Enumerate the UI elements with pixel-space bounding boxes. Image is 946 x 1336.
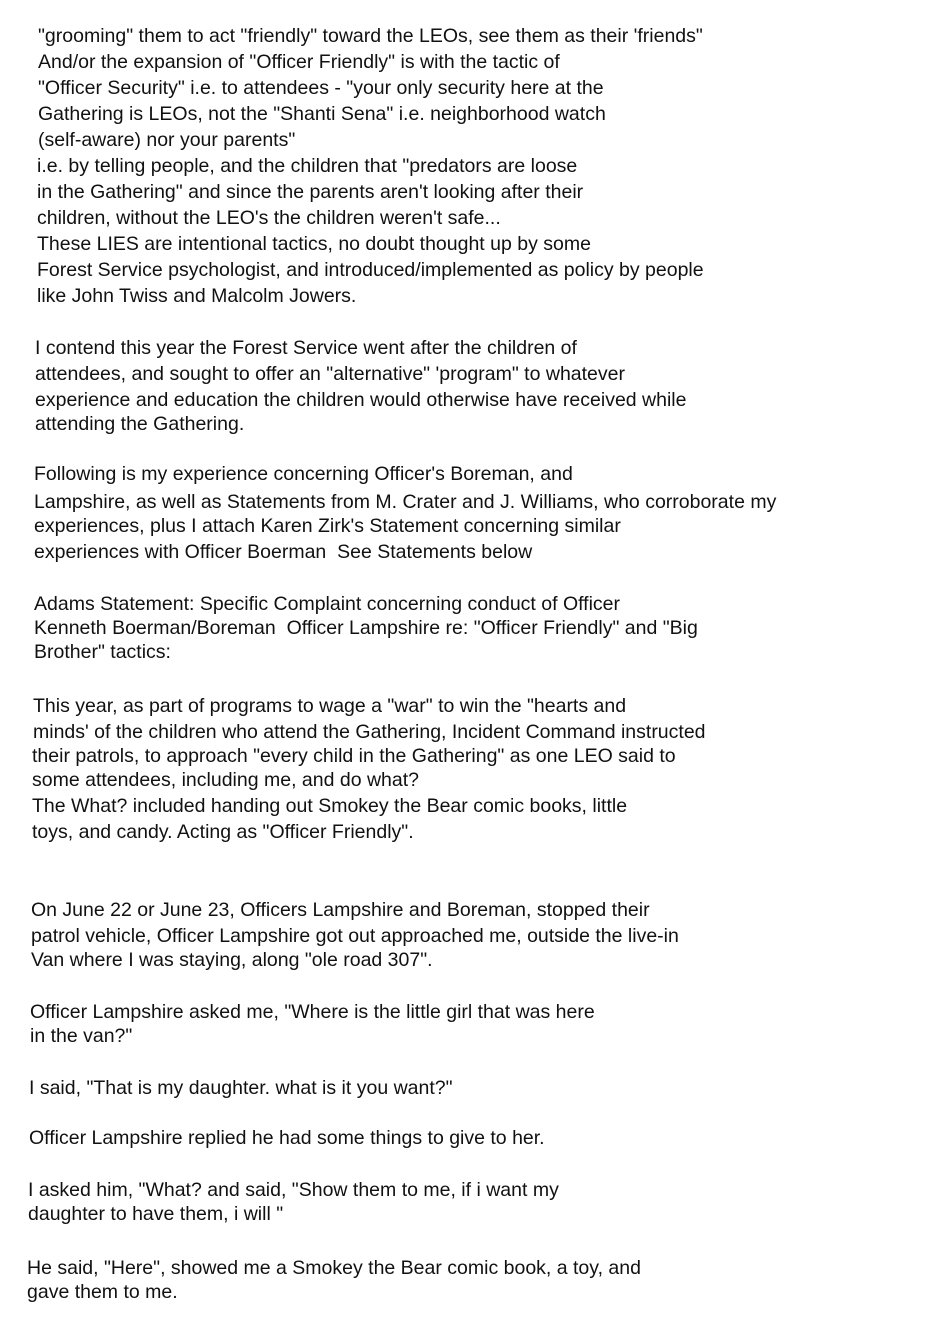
- text-line: Kenneth Boerman/Boreman Officer Lampshire re: "Officer Friendly" and "Big: [34, 617, 698, 639]
- text-line: experience and education the children would otherwise have received while: [35, 389, 687, 411]
- text-line: attendees, and sought to offer an "alternative" 'program" to whatever: [35, 363, 625, 385]
- text-line: children, without the LEO's the children weren't safe...: [37, 207, 501, 229]
- text-line: toys, and candy. Acting as "Officer Friendly".: [32, 821, 414, 843]
- text-line: Adams Statement: Specific Complaint concerning conduct of Officer: [34, 593, 621, 615]
- text-line: The What? included handing out Smokey the Bear comic books, little: [32, 795, 628, 817]
- text-line: gave them to me.: [27, 1281, 178, 1303]
- text-line: like John Twiss and Malcolm Jowers.: [37, 285, 357, 307]
- text-line: This year, as part of programs to wage a "war" to win the "hearts and: [33, 695, 627, 717]
- text-line: "Officer Security" i.e. to attendees - "your only security here at the: [38, 77, 604, 99]
- text-line: in the Gathering" and since the parents aren't looking after their: [37, 181, 584, 203]
- text-line: (self-aware) nor your parents": [38, 129, 296, 151]
- text-line: Forest Service psychologist, and introduced/implemented as policy by people: [37, 259, 704, 281]
- text-line: some attendees, including me, and do what?: [32, 769, 420, 791]
- text-line: On June 22 or June 23, Officers Lampshire and Boreman, stopped their: [31, 899, 650, 921]
- text-line: Lampshire, as well as Statements from M. Crater and J. Williams, who corroborate my: [34, 491, 777, 513]
- text-line: i.e. by telling people, and the children that "predators are loose: [37, 155, 578, 177]
- text-line: Van where I was staying, along "ole road 307".: [31, 949, 433, 971]
- text-line: minds' of the children who attend the Gathering, Incident Command instructed: [33, 721, 706, 743]
- text-line: Following is my experience concerning Officer's Boreman, and: [34, 463, 573, 485]
- text-line: And/or the expansion of "Officer Friendly" is with the tactic of: [38, 51, 560, 73]
- text-line: attending the Gathering.: [35, 413, 245, 435]
- text-line: their patrols, to approach "every child in the Gathering" as one LEO said to: [32, 745, 676, 767]
- text-line: in the van?": [30, 1025, 133, 1047]
- text-line: Gathering is LEOs, not the "Shanti Sena" i.e. neighborhood watch: [38, 103, 606, 125]
- text-line: I said, "That is my daughter. what is it you want?": [29, 1077, 453, 1099]
- text-line: Brother" tactics:: [34, 641, 171, 663]
- text-line: I contend this year the Forest Service went after the children of: [35, 337, 577, 359]
- text-line: daughter to have them, i will ": [28, 1203, 284, 1225]
- text-line: Officer Lampshire asked me, "Where is the little girl that was here: [30, 1001, 595, 1023]
- text-line: These LIES are intentional tactics, no doubt thought up by some: [37, 233, 591, 255]
- text-line: experiences, plus I attach Karen Zirk's Statement concerning similar: [34, 515, 621, 537]
- text-line: Officer Lampshire replied he had some things to give to her.: [29, 1127, 545, 1149]
- text-line: patrol vehicle, Officer Lampshire got out approached me, outside the live-in: [31, 925, 679, 947]
- text-line: I asked him, "What? and said, "Show them to me, if i want my: [28, 1179, 559, 1201]
- text-line: "grooming" them to act "friendly" toward the LEOs, see them as their 'friends": [38, 25, 703, 47]
- text-line: experiences with Officer Boerman See Statements below: [34, 541, 533, 563]
- text-line: He said, "Here", showed me a Smokey the Bear comic book, a toy, and: [27, 1257, 641, 1279]
